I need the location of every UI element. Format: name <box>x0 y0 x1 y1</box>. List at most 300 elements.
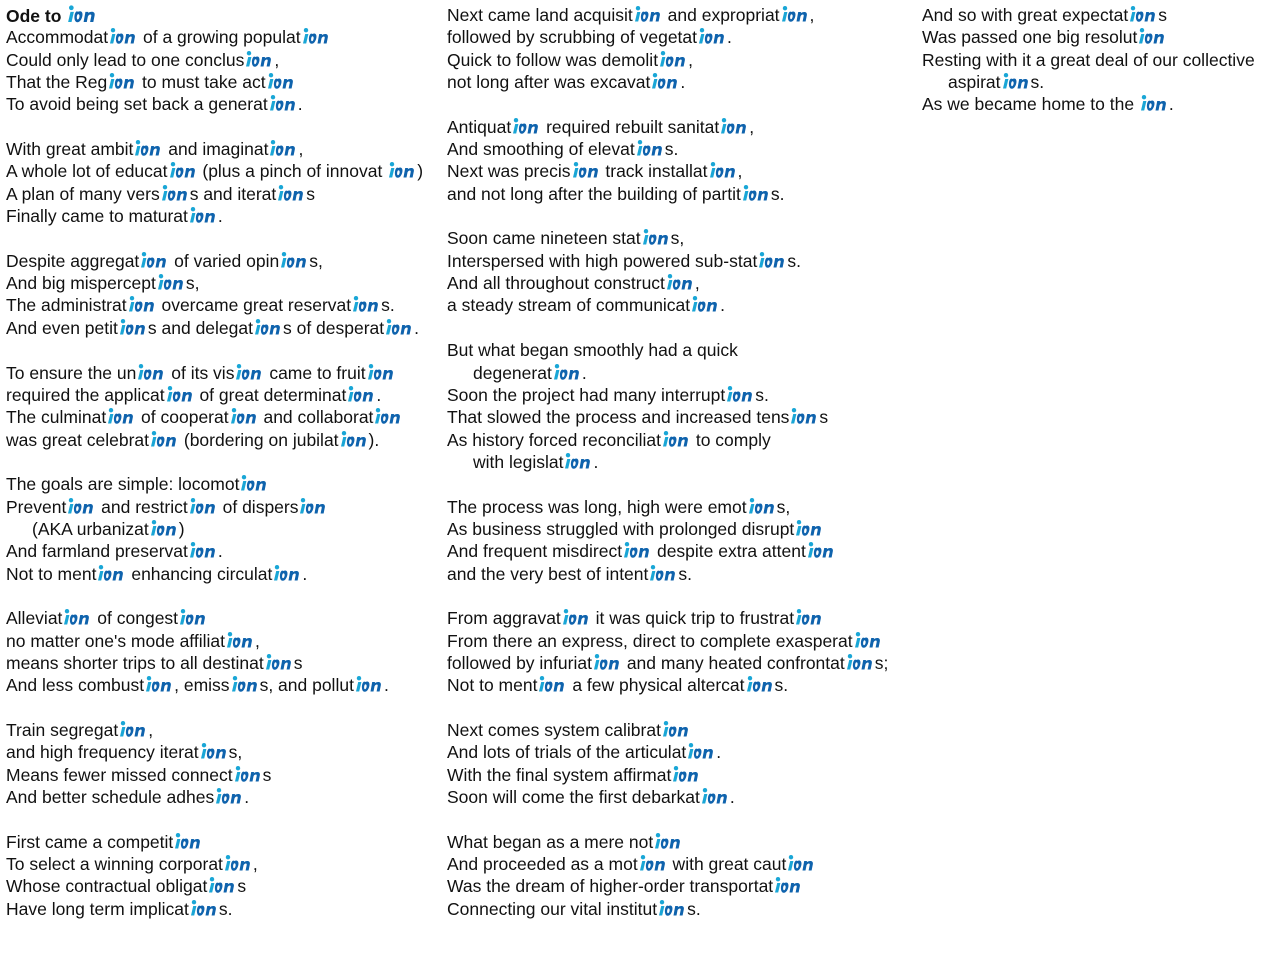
poem-column-2 <box>447 4 917 920</box>
ion-logo-icon <box>351 295 381 314</box>
poem-line <box>447 339 917 361</box>
ion-logo-icon <box>354 675 384 694</box>
line-text: s, <box>670 228 685 249</box>
stanza-gap <box>447 808 917 830</box>
line-text: of congest <box>92 608 179 629</box>
stanza-gap <box>6 808 441 830</box>
ion-logo-icon <box>741 184 771 203</box>
line-text: , <box>298 139 304 160</box>
poem-line <box>447 496 917 518</box>
line-text: Was passed one big resolut <box>922 27 1138 48</box>
ion-logo-icon <box>592 653 622 672</box>
line-text: and collaborat <box>258 407 374 428</box>
poem-line <box>447 563 917 585</box>
poem-line <box>447 362 917 384</box>
stanza-gap <box>447 585 917 607</box>
line-text: ) <box>178 518 185 539</box>
poem-line <box>6 384 441 406</box>
line-text: , <box>809 5 815 25</box>
line-text: required rebuilt sanitat <box>541 116 720 137</box>
line-text: Prevent <box>6 496 67 517</box>
ion-logo-icon <box>139 251 169 270</box>
line-text: s. <box>774 675 789 696</box>
ion-logo-icon <box>719 117 749 136</box>
line-text: s and delegat <box>147 317 253 338</box>
poem-line <box>447 630 917 652</box>
stanza-gap <box>6 451 441 473</box>
poem-line <box>447 160 917 182</box>
poem-line <box>447 607 917 629</box>
poem-line <box>6 49 441 71</box>
stanza-gap <box>6 339 441 361</box>
line-text: . <box>716 742 722 763</box>
line-text: , emiss <box>174 675 230 696</box>
poem-line <box>447 786 917 808</box>
ion-logo-icon <box>178 608 208 627</box>
ion-logo-icon <box>225 631 255 650</box>
ion-logo-icon <box>537 675 567 694</box>
line-text: First came a competit <box>6 831 174 852</box>
poem-line <box>6 71 441 93</box>
ion-logo-icon <box>671 765 701 784</box>
line-text: a few physical altercat <box>567 675 745 696</box>
poem-line <box>6 630 441 652</box>
line-text: of great determinat <box>194 384 347 405</box>
ion-logo-icon <box>384 318 414 337</box>
line-text: means shorter trips to all destinat <box>6 652 264 673</box>
line-text: Train segregat <box>6 720 119 740</box>
poem-line <box>6 93 441 115</box>
ion-logo-icon <box>806 541 836 560</box>
ion-logo-icon <box>853 631 883 650</box>
line-text: not long after was excavat <box>447 72 651 93</box>
ion-logo-icon <box>339 430 369 449</box>
line-text: Soon came nineteen stat <box>447 228 641 249</box>
ion-logo-icon <box>272 564 302 583</box>
line-text: , <box>737 161 743 182</box>
line-text: and many heated confrontat <box>621 652 845 673</box>
line-text: Have long term implicat <box>6 898 189 919</box>
line-text: , <box>749 116 755 137</box>
ion-logo-icon <box>697 27 727 46</box>
ion-logo-icon <box>156 273 186 292</box>
line-text: s <box>819 407 829 428</box>
line-text: . <box>1168 94 1174 115</box>
line-text: . <box>727 27 732 48</box>
line-text: s. <box>664 139 679 160</box>
ion-logo-icon <box>107 72 137 91</box>
line-text: s <box>237 876 247 897</box>
line-text: s; <box>874 652 889 673</box>
ion-logo-icon <box>658 50 688 69</box>
ion-logo-icon <box>168 161 198 180</box>
ion-logo-icon <box>173 832 203 851</box>
line-text: and imaginat <box>163 139 269 160</box>
line-text: of a growing populat <box>138 27 301 48</box>
line-text: Resting with it a great deal of our collective <box>922 49 1255 70</box>
line-text: s. <box>1030 72 1045 93</box>
poem-line <box>447 183 917 205</box>
ion-logo-icon <box>133 139 163 158</box>
poem-line <box>6 563 441 585</box>
line-text: . <box>593 451 599 472</box>
poem-line <box>447 518 917 540</box>
poem-line <box>6 317 441 339</box>
poem-column-1 <box>6 4 441 920</box>
stanza-gap <box>6 697 441 719</box>
ion-logo-icon <box>298 497 328 516</box>
ion-logo-icon <box>700 787 730 806</box>
stanza-gap <box>447 697 917 719</box>
stanza-gap <box>447 317 917 339</box>
line-text: The administrat <box>6 295 127 316</box>
line-text: to must take act <box>137 72 266 93</box>
poem-line <box>447 250 917 272</box>
line-text: s. <box>770 183 785 204</box>
line-text: s, and pollut <box>259 675 354 696</box>
line-text: followed by scrubbing of vegetat <box>447 27 698 48</box>
poem-line <box>6 540 441 562</box>
line-text: Ode to <box>6 6 67 26</box>
ion-logo-icon <box>690 295 720 314</box>
ion-logo-icon <box>794 519 824 538</box>
poem-line <box>6 160 441 182</box>
poem-line <box>447 540 917 562</box>
line-text: Antiquat <box>447 116 512 137</box>
ion-logo-icon <box>106 407 136 426</box>
line-text: (plus a pinch of innovat <box>197 161 388 182</box>
ion-logo-icon <box>571 161 601 180</box>
line-text: s. <box>787 250 801 271</box>
line-text: Not to ment <box>6 563 97 584</box>
ion-logo-icon <box>725 385 755 404</box>
poem-line <box>447 652 917 674</box>
line-text: of dispers <box>217 496 299 517</box>
ion-logo-icon <box>66 4 98 25</box>
line-text: with legislat <box>473 451 564 472</box>
stanza-gap <box>6 227 441 249</box>
ion-logo-icon <box>786 854 816 873</box>
ion-logo-icon <box>661 430 691 449</box>
poem-line <box>922 49 1278 71</box>
poem-line <box>6 719 441 741</box>
line-text: ). <box>368 429 380 450</box>
ion-logo-icon <box>66 497 96 516</box>
poem-line <box>447 49 917 71</box>
line-text: , <box>254 630 260 651</box>
poem-line <box>6 138 441 160</box>
line-text: To avoid being set back a generat <box>6 94 268 115</box>
line-text: (bordering on jubilat <box>179 429 339 450</box>
ion-logo-icon <box>563 452 593 471</box>
ion-logo-icon <box>657 899 687 918</box>
line-text: And even petit <box>6 317 118 338</box>
ion-logo-icon <box>199 742 229 761</box>
poem-line <box>6 674 441 696</box>
poem-line <box>447 384 917 406</box>
ion-logo-icon <box>276 184 306 203</box>
line-text: ) <box>417 161 424 182</box>
poem-line <box>6 875 441 897</box>
line-text: s <box>1158 5 1167 25</box>
ion-logo-icon <box>686 742 716 761</box>
ion-logo-icon <box>757 251 787 270</box>
line-text: s, <box>309 250 323 271</box>
line-text: What began as a mere not <box>447 831 654 852</box>
poem-line <box>6 183 441 205</box>
line-text: s. <box>687 898 701 919</box>
line-text: From aggravat <box>447 608 561 629</box>
ion-logo-icon <box>234 363 264 382</box>
line-text: s <box>262 764 272 785</box>
poem-line <box>6 496 441 518</box>
line-text: And big mispercept <box>6 273 156 294</box>
line-text: But what began smoothly had a quick <box>447 340 738 361</box>
line-text: to comply <box>690 429 771 450</box>
poem-title <box>6 4 441 26</box>
line-text: A whole lot of educat <box>6 161 168 182</box>
poem-line <box>447 227 917 249</box>
line-text: , <box>274 49 280 70</box>
ion-logo-icon <box>794 608 824 627</box>
ion-logo-icon <box>189 899 219 918</box>
poem-line <box>447 272 917 294</box>
ion-logo-icon <box>127 295 157 314</box>
line-text: To ensure the un <box>6 362 137 383</box>
poem-line <box>6 205 441 227</box>
line-text: Finally came to maturat <box>6 206 188 227</box>
poem-line <box>6 652 441 674</box>
line-text: Despite aggregat <box>6 250 140 271</box>
poem-line <box>447 451 917 473</box>
line-text: Soon will come the first debarkat <box>447 787 700 808</box>
line-text: , <box>694 273 700 294</box>
poem-line <box>6 250 441 272</box>
stanza-gap <box>6 116 441 138</box>
ion-logo-icon <box>635 139 665 158</box>
line-text: degenerat <box>473 362 552 383</box>
poem-line <box>6 741 441 763</box>
line-text: The process was long, high were emot <box>447 496 747 517</box>
line-text: . <box>302 563 308 584</box>
poem-line <box>447 853 917 875</box>
line-text: s <box>293 652 303 673</box>
ion-logo-icon <box>1139 94 1169 113</box>
line-text: To select a winning corporat <box>6 854 223 875</box>
line-text: Interspersed with high powered sub-stat <box>447 250 758 271</box>
ion-logo-icon <box>214 787 244 806</box>
ion-logo-icon <box>511 117 541 136</box>
ion-logo-icon <box>301 27 331 46</box>
line-text: Could only lead to one conclus <box>6 49 245 70</box>
line-text: The culminat <box>6 407 107 428</box>
poem-line <box>6 831 441 853</box>
line-text: That slowed the process and increased tens <box>447 407 790 428</box>
poem-line <box>447 764 917 786</box>
ion-logo-icon <box>268 139 298 158</box>
line-text: s and iterat <box>189 183 277 204</box>
ion-logo-icon <box>266 72 296 91</box>
ion-logo-icon <box>653 832 683 851</box>
line-text: . <box>680 72 686 93</box>
ion-logo-icon <box>387 161 417 180</box>
poem-line <box>447 674 917 696</box>
ion-logo-icon <box>229 407 259 426</box>
line-text: followed by infuriat <box>447 652 592 673</box>
poem-line <box>922 93 1278 115</box>
ion-logo-icon <box>62 608 92 627</box>
line-text: . <box>297 94 303 115</box>
poem-line <box>447 26 917 48</box>
ion-logo-icon <box>149 430 179 449</box>
ion-logo-icon <box>747 497 777 516</box>
line-text: And less combust <box>6 675 145 696</box>
ion-logo-icon <box>118 720 148 739</box>
line-text: and high frequency iterat <box>6 742 199 763</box>
ion-logo-icon <box>773 876 803 895</box>
ion-logo-icon <box>136 363 166 382</box>
line-text: . <box>729 787 735 808</box>
line-text: s. <box>678 563 693 584</box>
ion-logo-icon <box>845 653 875 672</box>
line-text: And so with great expectat <box>922 5 1129 25</box>
line-text: With great ambit <box>6 139 134 160</box>
poem-line <box>447 741 917 763</box>
line-text: no matter one's mode affiliat <box>6 630 225 651</box>
ion-logo-icon <box>633 5 663 24</box>
ion-logo-icon <box>160 184 190 203</box>
line-text: , <box>148 720 154 740</box>
line-text: That the Reg <box>6 72 108 93</box>
line-text: came to fruit <box>264 362 366 383</box>
poem-line <box>6 898 441 920</box>
line-text: enhancing circulat <box>126 563 273 584</box>
ion-logo-icon <box>650 72 680 91</box>
line-text: , <box>252 854 258 875</box>
poem-line <box>447 71 917 93</box>
line-text: Next comes system calibrat <box>447 720 661 740</box>
line-text: From there an express, direct to complete exasperat <box>447 630 853 651</box>
ion-logo-icon <box>622 541 652 560</box>
line-text: . <box>720 295 726 316</box>
line-text: Accommodat <box>6 27 109 48</box>
ion-logo-icon <box>279 251 309 270</box>
poem-line <box>922 26 1278 48</box>
line-text: Soon the project had many interrupt <box>447 384 726 405</box>
poem-line <box>922 4 1278 26</box>
ion-logo-icon <box>665 273 695 292</box>
ion-logo-icon <box>552 363 582 382</box>
ion-logo-icon <box>188 541 218 560</box>
ion-logo-icon <box>661 720 691 739</box>
line-text: s. <box>755 384 769 405</box>
ion-logo-icon <box>244 50 274 69</box>
line-text: s. <box>218 898 233 919</box>
poem-column-3 <box>922 4 1278 116</box>
ion-logo-icon <box>233 765 263 784</box>
line-text: s <box>306 183 316 204</box>
line-text: and not long after the building of partit <box>447 183 741 204</box>
line-text: a steady stream of communicat <box>447 295 691 316</box>
poem-line <box>447 875 917 897</box>
poem-line <box>6 272 441 294</box>
ion-logo-icon <box>239 474 269 493</box>
ion-logo-icon <box>648 564 678 583</box>
line-text: As we became home to the <box>922 94 1139 115</box>
ion-logo-icon <box>373 407 403 426</box>
line-text: And better schedule adhes <box>6 787 215 808</box>
line-text: Whose contractual obligat <box>6 876 208 897</box>
ion-logo-icon <box>780 5 810 24</box>
line-text: of its vis <box>166 362 235 383</box>
stanza-gap <box>447 93 917 115</box>
line-text: And lots of trials of the articulat <box>447 742 687 763</box>
ion-logo-icon <box>745 675 775 694</box>
ion-logo-icon <box>230 675 260 694</box>
line-text: and the very best of intent <box>447 563 649 584</box>
line-text: . <box>217 206 223 227</box>
poem-line <box>6 518 441 540</box>
line-text: s. <box>381 295 395 316</box>
line-text: s, <box>185 273 200 294</box>
poem-line <box>6 607 441 629</box>
poem-line <box>6 429 441 451</box>
line-text: Next was precis <box>447 161 571 182</box>
ion-logo-icon <box>207 876 237 895</box>
ion-logo-icon <box>1001 72 1031 91</box>
ion-logo-icon <box>165 385 195 404</box>
line-text: Next came land acquisit <box>447 5 633 25</box>
ion-logo-icon <box>108 27 138 46</box>
line-text: A plan of many vers <box>6 183 160 204</box>
poem-line <box>447 4 917 26</box>
ion-logo-icon <box>188 497 218 516</box>
ion-logo-icon <box>366 363 396 382</box>
poem-line <box>447 406 917 428</box>
ion-logo-icon <box>149 519 179 538</box>
ion-logo-icon <box>1137 27 1167 46</box>
ion-logo-icon <box>268 94 298 113</box>
ion-logo-icon <box>144 675 174 694</box>
line-text: And smoothing of elevat <box>447 139 635 160</box>
line-text: . <box>376 384 382 405</box>
poem-line <box>6 853 441 875</box>
line-text: s, <box>776 496 791 517</box>
line-text: The goals are simple: locomot <box>6 474 240 495</box>
line-text: And farmland preservat <box>6 541 188 562</box>
ion-logo-icon <box>561 608 591 627</box>
line-text: And frequent misdirect <box>447 541 623 562</box>
ion-logo-icon <box>264 653 294 672</box>
line-text: s of desperat <box>282 317 385 338</box>
poem-line <box>447 429 917 451</box>
line-text: . <box>217 541 223 562</box>
line-text: And proceeded as a mot <box>447 854 638 875</box>
poem-line <box>447 831 917 853</box>
ion-logo-icon <box>253 318 283 337</box>
line-text: As business struggled with prolonged disrupt <box>447 518 795 539</box>
poem-line <box>447 898 917 920</box>
poem-line <box>447 138 917 160</box>
line-text: Quick to follow was demolit <box>447 49 659 70</box>
line-text: and expropriat <box>662 5 780 25</box>
line-text: (AKA urbanizat <box>32 518 149 539</box>
ion-logo-icon <box>223 854 253 873</box>
poem-line <box>6 362 441 384</box>
poem-line <box>6 26 441 48</box>
poem-line <box>6 473 441 495</box>
line-text: Connecting our vital institut <box>447 898 658 919</box>
